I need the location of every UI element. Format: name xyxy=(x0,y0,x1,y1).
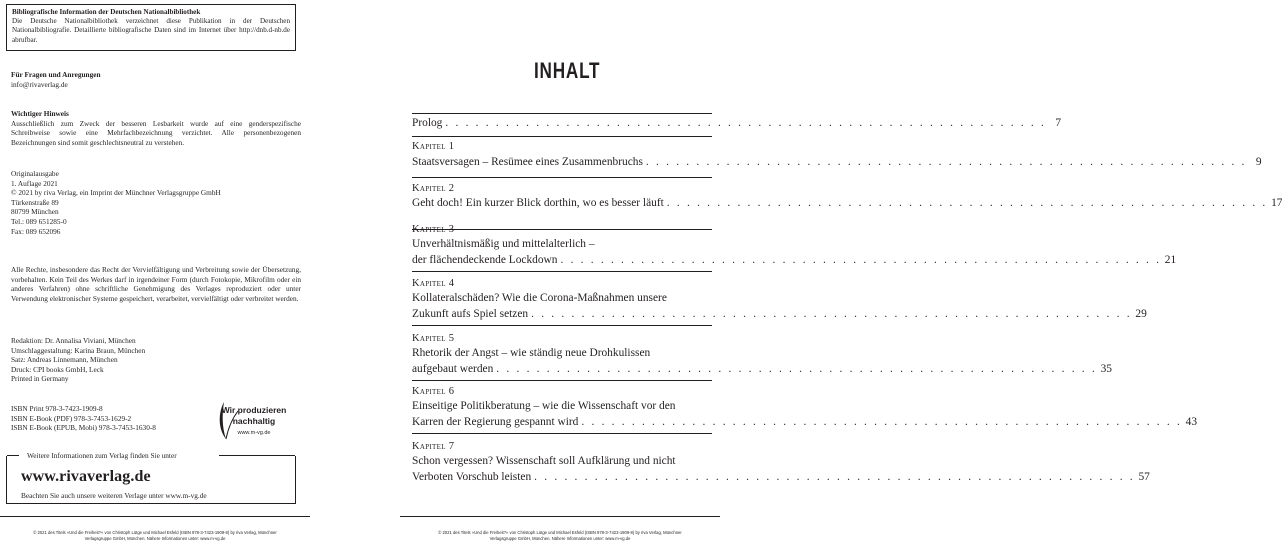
toc-entry-title: Unverhältnismäßig und mittelalterlich – xyxy=(412,238,595,250)
contact-block xyxy=(11,70,301,89)
toc-leader-dots: . . . . . . . . . . . . . . . . . . . . . . . . . . . . . . . . . . . . . . . . . . . . . . . . . . . . . . . . . . . . xyxy=(581,416,1183,428)
toc-entry[interactable] xyxy=(412,195,1282,211)
badge-line1: Wir produzieren xyxy=(221,405,287,415)
notice-text: Ausschließlich zum Zweck der besseren Lesbarkeit wurde auf eine genderspezifische Schreibweise sowie eine Mehrfachbezeichnung verzichtet. Alle personenbezogenen Bezeichnungen sind somit geschlechtsneutral zu verstehen. xyxy=(11,118,301,147)
chapter-label: Kapitel 5 xyxy=(412,333,455,344)
toc-divider xyxy=(412,325,712,326)
edition-line: 80799 München xyxy=(11,207,59,217)
toc-page-number: 35 xyxy=(1100,363,1112,375)
credit-line: Satz: Andreas Linnemann, München xyxy=(11,355,118,365)
credit-line: Printed in Germany xyxy=(11,374,69,384)
toc-divider xyxy=(412,177,712,178)
toc-entry-title: Staatsversagen – Resümee eines Zusammenbruchs xyxy=(412,156,643,168)
bibliographic-info-box xyxy=(6,4,296,51)
right-footer-text: © 2021 des Titels »Und die Freiheit?« von Christoph Lütge und Michael Esfeld (ISBN 978-3-7423-1909-8) by riva Verlag, Münchner Verlagsgruppe GmbH, München. Nähere Informationen unter: www.m-vg.de xyxy=(438,530,682,542)
toc-entry[interactable] xyxy=(412,453,1150,485)
contact-title: Für Fragen und Anregungen xyxy=(11,70,101,79)
toc-entry[interactable] xyxy=(412,398,1198,430)
publisher-url[interactable]: www.rivaverlag.de xyxy=(21,468,151,485)
left-page xyxy=(0,0,310,557)
toc-entry-title: Rhetorik der Angst – wie ständig neue Drohkulissen xyxy=(412,347,651,359)
isbn-line: ISBN Print 978-3-7423-1909-8 xyxy=(11,404,103,413)
toc-entry[interactable] xyxy=(412,290,1147,322)
more-info-title: Weitere Informationen zum Verlag finden Sie unter xyxy=(27,451,177,460)
bib-text: Die Deutsche Nationalbibliothek verzeichnet diese Publikation in der Deutschen Nationalbibliografie. Detaillierte bibliografische Daten sind im Internet über http://dnb.d-nb.de abrufbar. xyxy=(12,17,290,44)
credit-line: Redaktion: Dr. Annalisa Viviani, München xyxy=(11,336,136,345)
toc-leader-dots: . . . . . . . . . . . . . . . . . . . . . . . . . . . . . . . . . . . . . . . . . . . . . . . . . . . . . . . . . . . . xyxy=(666,197,1268,209)
more-info-box xyxy=(6,451,296,504)
toc-leader-dots: . . . . . . . . . . . . . . . . . . . . . . . . . . . . . . . . . . . . . . . . . . . . . . . . . . . . . . . . . . . . xyxy=(534,471,1135,483)
toc-leader-dots: . . . . . . . . . . . . . . . . . . . . . . . . . . . . . . . . . . . . . . . . . . . . . . . . . . . . . . . . . . . . xyxy=(531,308,1132,320)
toc-page-number: 57 xyxy=(1138,471,1150,483)
chapter-label: Kapitel 7 xyxy=(412,441,455,452)
toc-page-number: 21 xyxy=(1164,254,1177,266)
right-footer xyxy=(400,516,720,557)
toc-heading: INHALT xyxy=(534,58,601,83)
toc-entry-title: Karren der Regierung gespannt wird xyxy=(412,416,579,428)
toc-entry-title: aufgebaut werden xyxy=(412,363,494,375)
toc-page-number: 9 xyxy=(1255,156,1262,168)
left-footer-text: © 2021 des Titels »Und die Freiheit?« von Christoph Lütge und Michael Esfeld (ISBN 978-3-7423-1909-8) by riva Verlag, Münchner Verlagsgruppe GmbH, München. Nähere Informationen unter: www.m-vg.de xyxy=(33,530,277,542)
edition-line: Fax: 089 652096 xyxy=(11,226,61,236)
toc-page-number: 7 xyxy=(1055,117,1062,129)
badge-line2: nachhaltig xyxy=(232,416,276,426)
toc-divider xyxy=(412,136,712,137)
edition-line: Originalausgabe xyxy=(11,169,59,178)
toc-leader-dots: . . . . . . . . . . . . . . . . . . . . . . . . . . . . . . . . . . . . . . . . . . . . . . . . . . . . . . . . . . . . xyxy=(445,117,1047,129)
toc-page-number: 43 xyxy=(1185,416,1198,428)
notice-title: Wichtiger Hinweis xyxy=(11,109,69,118)
toc-page-number: 29 xyxy=(1135,308,1147,320)
toc-entry-title: Einseitige Politikberatung – wie die Wissenschaft vor den xyxy=(412,400,676,412)
isbn-line: ISBN E-Book (PDF) 978-3-7453-1629-2 xyxy=(11,413,132,423)
chapter-label: Kapitel 2 xyxy=(412,183,455,194)
toc-divider xyxy=(412,229,712,230)
edition-line: © 2021 by riva Verlag, ein Imprint der Münchner Verlagsgruppe GmbH xyxy=(11,188,221,198)
edition-line: Tel.: 089 651285-0 xyxy=(11,216,67,226)
toc-divider xyxy=(412,113,712,114)
bib-title: Bibliografische Information der Deutschen Nationalbibliothek xyxy=(12,8,201,16)
isbn-line: ISBN E-Book (EPUB, Mobi) 978-3-7453-1630-8 xyxy=(11,423,156,433)
toc-entry-title: der flächendeckende Lockdown xyxy=(412,254,558,266)
toc-entry-title: Prolog xyxy=(412,117,443,129)
edition-line: Türkenstraße 89 xyxy=(11,197,59,207)
isbn-block xyxy=(11,404,211,433)
toc-divider xyxy=(412,271,712,272)
edition-block xyxy=(11,169,301,236)
chapter-label: Kapitel 6 xyxy=(412,386,455,397)
notice-block xyxy=(11,109,301,147)
more-info-sub: Beachten Sie auch unsere weiteren Verlage unter www.m-vg.de xyxy=(21,491,207,500)
rights-text: Alle Rechte, insbesondere das Recht der Vervielfältigung und Verbreitung sowie der Übersetzung, vorbehalten. Kein Teil des Werkes darf in irgendeiner Form (durch Fotokopie, Mikrofilm oder ein anderes Verfahren) ohne schriftliche Genehmigung des Verlages reproduziert oder unter Verwendung elektronischer Systeme gespeichert, verarbeitet, vervielfältigt oder verbreitet werden. xyxy=(11,265,301,303)
toc-entry-title: Verboten Vorschub leisten xyxy=(412,471,532,483)
toc-entry[interactable] xyxy=(412,115,1062,131)
toc-leader-dots: . . . . . . . . . . . . . . . . . . . . . . . . . . . . . . . . . . . . . . . . . . . . . . . . . . . . . . . . . . . . xyxy=(496,363,1097,375)
credit-line: Druck: CPI books GmbH, Leck xyxy=(11,364,104,374)
toc-divider xyxy=(412,380,712,381)
edition-line: 1. Auflage 2021 xyxy=(11,178,58,188)
toc-entry-title: Kollateralschäden? Wie die Corona-Maßnahmen unsere xyxy=(412,292,667,304)
rights-block xyxy=(11,265,301,303)
contact-email[interactable]: info@rivaverlag.de xyxy=(11,79,68,89)
toc-entry-title: Schon vergessen? Wissenschaft soll Aufklärung und nicht xyxy=(412,455,676,467)
right-page xyxy=(400,0,1282,557)
toc-entry[interactable] xyxy=(412,154,1262,170)
toc-entry-title: Geht doch! Ein kurzer Blick dorthin, wo es besser läuft xyxy=(412,197,664,209)
toc-entry-title: Zukunft aufs Spiel setzen xyxy=(412,308,529,320)
toc-leader-dots: . . . . . . . . . . . . . . . . . . . . . . . . . . . . . . . . . . . . . . . . . . . . . . . . . . . . . . . . . . . . xyxy=(645,156,1247,168)
badge-url: www.m-vg.de xyxy=(237,430,271,436)
toc-entry[interactable] xyxy=(412,345,1112,377)
toc-entry[interactable] xyxy=(412,236,1177,268)
left-footer xyxy=(0,516,310,557)
sustainability-badge xyxy=(216,399,287,442)
chapter-label: Kapitel 1 xyxy=(412,141,455,152)
toc-page-number: 17 xyxy=(1271,197,1282,209)
toc-divider xyxy=(412,433,712,434)
credits-block xyxy=(11,336,301,384)
toc-leader-dots: . . . . . . . . . . . . . . . . . . . . . . . . . . . . . . . . . . . . . . . . . . . . . . . . . . . . . . . . . . . . xyxy=(560,254,1162,266)
chapter-label: Kapitel 4 xyxy=(412,278,455,289)
chapter-label: Kapitel 3 xyxy=(412,224,455,235)
credit-line: Umschlaggestaltung: Karina Braun, München xyxy=(11,345,146,355)
